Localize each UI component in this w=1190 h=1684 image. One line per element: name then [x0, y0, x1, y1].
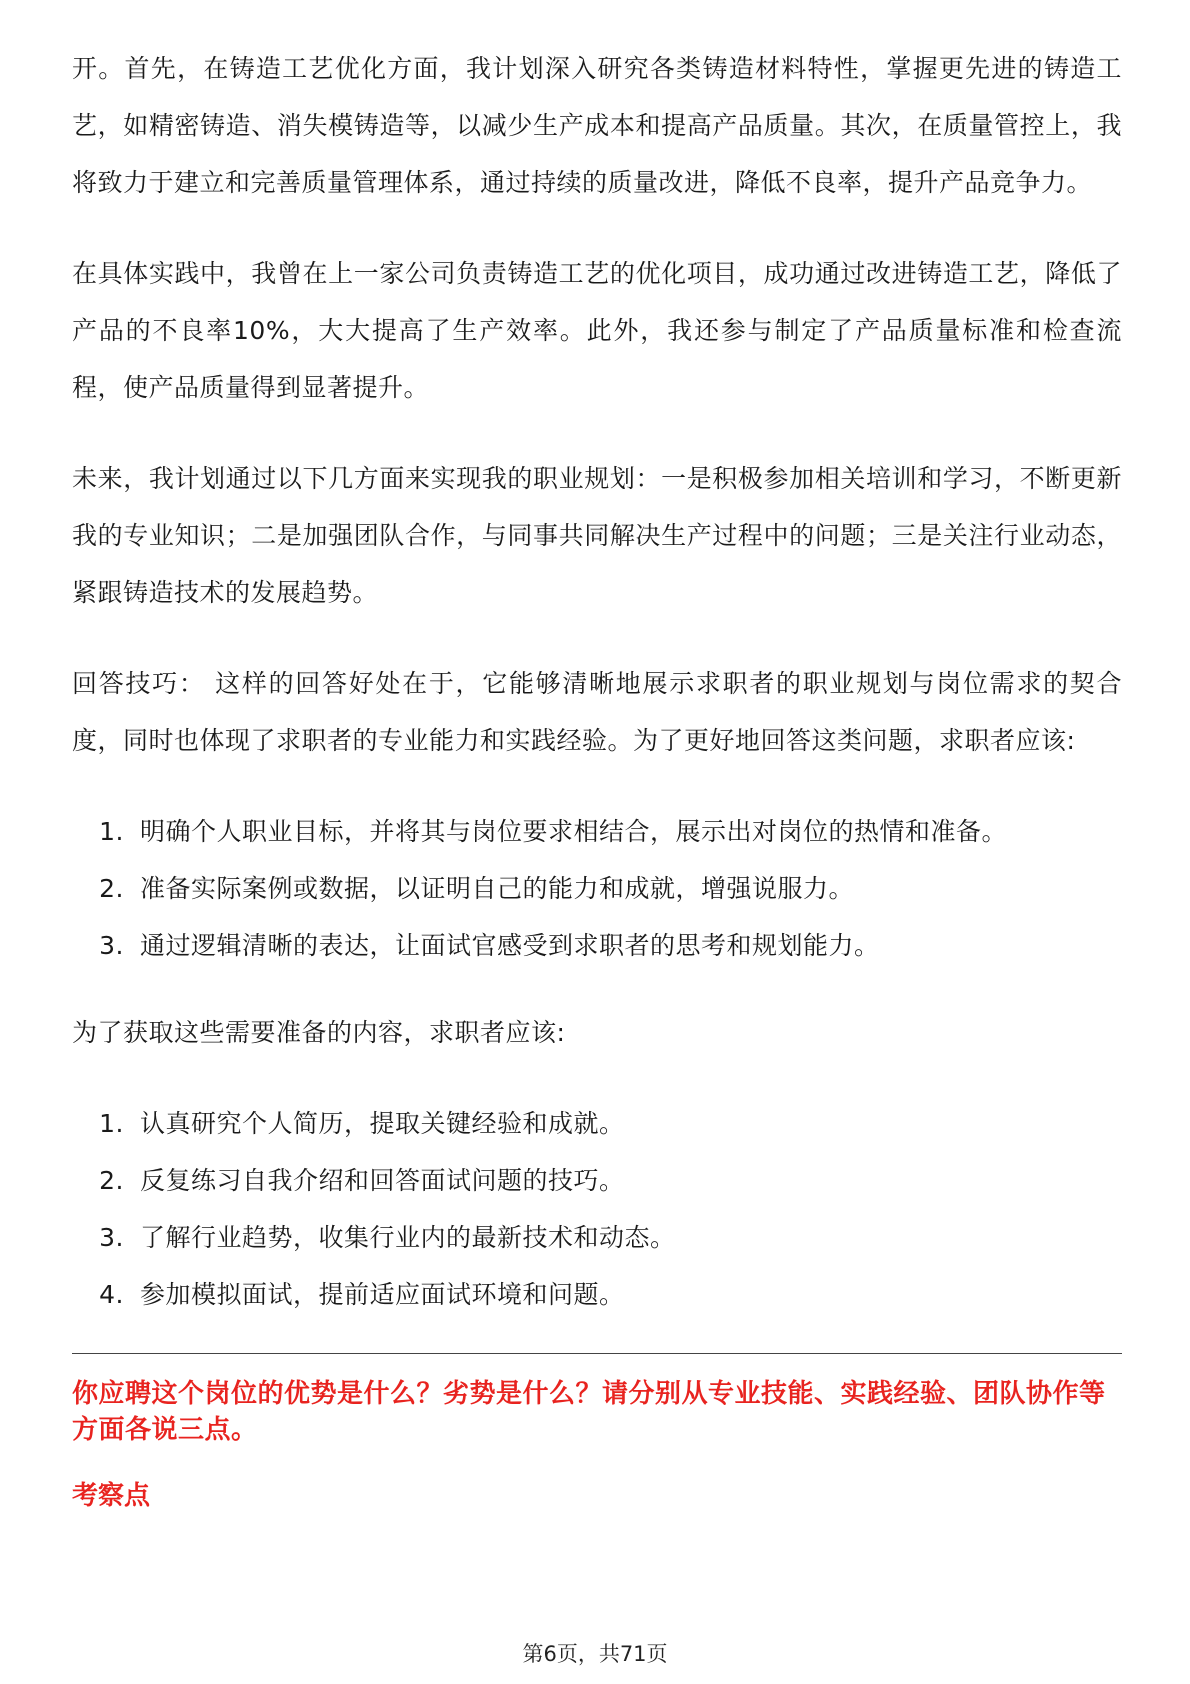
tips-list	[72, 803, 1122, 974]
list-item-number: 3.	[99, 1223, 124, 1252]
paragraph-answer-tips: 回答技巧： 这样的回答好处在于，它能够清晰地展示求职者的职业规划与岗位需求的契合度，同时也体现了求职者的专业能力和实践经验。为了更好地回答这类问题，求职者应该:	[72, 669, 1122, 755]
list-item-text: 通过逻辑清晰的表达，让面试官感受到求职者的思考和规划能力。	[140, 931, 880, 960]
list-item	[72, 803, 1122, 860]
page-number-footer: 第6页，共71页	[522, 1642, 668, 1666]
list-item-number: 2.	[99, 1166, 124, 1195]
list-item-number: 4.	[99, 1280, 124, 1309]
list-item-text: 明确个人职业目标，并将其与岗位要求相结合，展示出对岗位的热情和准备。	[140, 817, 1008, 846]
list-item-text: 反复练习自我介绍和回答面试问题的技巧。	[140, 1166, 625, 1195]
list-item-number: 3.	[99, 931, 124, 960]
list-item	[72, 917, 1122, 974]
list-item	[72, 1209, 1122, 1266]
preparation-list	[72, 1095, 1122, 1323]
list-item-number: 2.	[99, 874, 124, 903]
list-item	[72, 1266, 1122, 1323]
list-item-text: 认真研究个人简历，提取关键经验和成就。	[140, 1109, 625, 1138]
section-divider	[72, 1353, 1122, 1354]
paragraph-preparation: 为了获取这些需要准备的内容，求职者应该:	[72, 1018, 566, 1047]
list-item-text: 参加模拟面试，提前适应面试环境和问题。	[140, 1280, 625, 1309]
list-item-number: 1.	[99, 1109, 124, 1138]
interview-question: 你应聘这个岗位的优势是什么？劣势是什么？请分别从专业技能、实践经验、团队协作等方面各说三点。	[72, 1379, 1106, 1445]
list-item	[72, 1152, 1122, 1209]
list-item-text: 准备实际案例或数据，以证明自己的能力和成就，增强说服力。	[140, 874, 855, 903]
list-item-text: 了解行业趋势，收集行业内的最新技术和动态。	[140, 1223, 676, 1252]
paragraph-future-plan: 未来，我计划通过以下几方面来实现我的职业规划：一是积极参加相关培训和学习，不断更新我的专业知识；二是加强团队合作，与同事共同解决生产过程中的问题；三是关注行业动态，紧跟铸造技术的发展趋势。	[72, 464, 1122, 607]
list-item	[72, 860, 1122, 917]
list-item-number: 1.	[99, 817, 124, 846]
section-label-assessment: 考察点	[72, 1481, 151, 1511]
paragraph-practice-experience: 在具体实践中，我曾在上一家公司负责铸造工艺的优化项目，成功通过改进铸造工艺，降低了产品的不良率10%，大大提高了生产效率。此外，我还参与制定了产品质量标准和检查流程，使产品质量得到显著提升。	[72, 259, 1122, 402]
document-page	[72, 40, 1122, 1514]
list-item	[72, 1095, 1122, 1152]
paragraph-career-plan-continued: 开。首先，在铸造工艺优化方面，我计划深入研究各类铸造材料特性，掌握更先进的铸造工艺，如精密铸造、消失模铸造等，以减少生产成本和提高产品质量。其次，在质量管控上，我将致力于建立和完善质量管理体系，通过持续的质量改进，降低不良率，提升产品竞争力。	[72, 54, 1122, 197]
